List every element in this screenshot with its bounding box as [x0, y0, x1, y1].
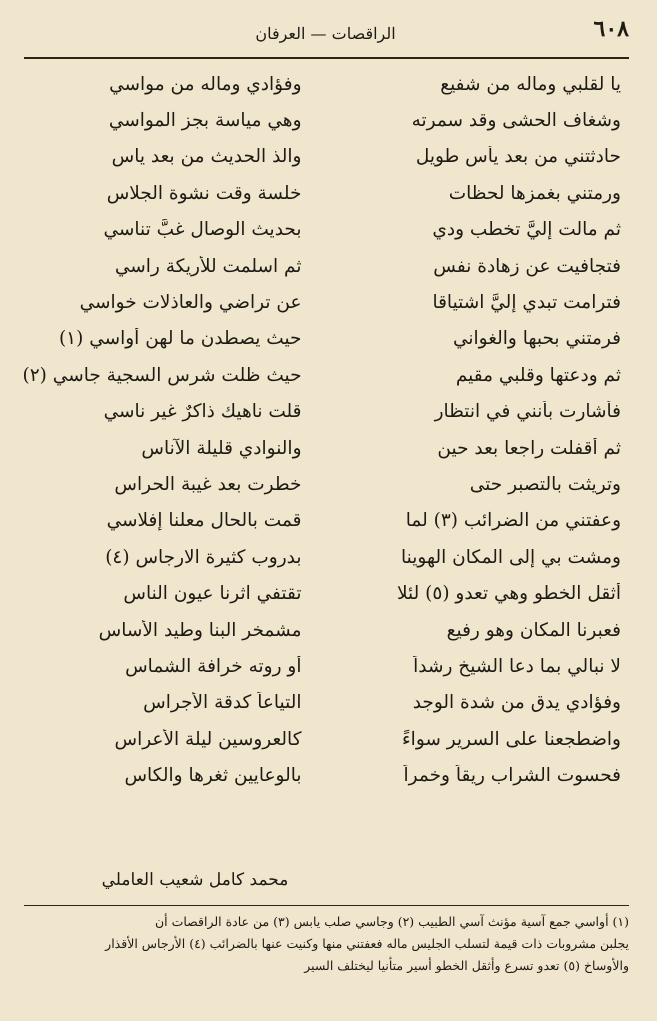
footnotes: [22, 911, 629, 977]
footnote-rule: [24, 905, 629, 906]
verse-line: [22, 66, 629, 102]
author-signature: محمد كامل شعيب العاملي: [101, 870, 289, 890]
second-hemistich: أو روته خرافة الشماس: [125, 655, 302, 677]
first-hemistich: حادثتني من بعد يأس طويل: [415, 146, 621, 168]
verse-line: [22, 430, 629, 466]
verse-line: [22, 357, 629, 393]
first-hemistich: ورمتني بغمزها لحظات: [448, 182, 621, 204]
first-hemistich: فتجافيت عن زهادة نفس: [433, 255, 621, 277]
second-hemistich: قمت بالحال معلنا إفلاسي: [106, 510, 302, 532]
second-hemistich: عن تراضي والعاذلات خواسي: [79, 292, 302, 314]
first-hemistich: وتريثت بالتصبر حتى: [469, 473, 621, 495]
second-hemistich: والنوادي قليلة الآناس: [141, 437, 302, 459]
second-hemistich: كالعروسين ليلة الأعراس: [114, 728, 302, 750]
first-hemistich: لا نبالي بما دعا الشيخ رشداً: [413, 655, 621, 677]
verse-line: [22, 648, 629, 684]
verse-line: [22, 503, 629, 539]
verse-line: [22, 284, 629, 320]
page-number: ٦٠٨: [593, 16, 629, 42]
page-header: [22, 10, 629, 52]
second-hemistich: تقتفي اثرنا عيون الناس: [123, 583, 302, 605]
first-hemistich: ومشت بي إلى المكان الهوينا: [401, 546, 621, 568]
header-rule: [24, 57, 629, 59]
verse-line: [22, 212, 629, 248]
poem: [22, 66, 629, 896]
verse-line: [22, 685, 629, 721]
first-hemistich: ثم ودعتها وقلبي مقيم: [455, 364, 621, 386]
second-hemistich: بحديث الوصال غبَّ تناسي: [103, 219, 302, 241]
verse-line: [22, 466, 629, 502]
second-hemistich: خلسة وقت نشوة الجلاس: [106, 182, 302, 204]
footnote-line: والأوساخ (٥) تعدو تسرع وأثقل الخطو أسير متأنيا ليختلف السير: [304, 958, 629, 973]
first-hemistich: وشغاف الحشى وقد سمرته: [411, 110, 621, 132]
verse-line: [22, 139, 629, 175]
verse-line: [22, 539, 629, 575]
first-hemistich: ثم أقفلت راجعا بعد حين: [437, 437, 621, 459]
first-hemistich: وفؤادي يدق من شدة الوجد: [412, 692, 621, 714]
second-hemistich: وهي مياسة بجز المواسي: [108, 110, 302, 132]
first-hemistich: واضطجعنا على السرير سواءً: [401, 728, 621, 750]
footnote-line: (١) أواسي جمع آسية مؤنث آسي الطبيب (٢) وجاسي صلب يابس (٣) من عادة الراقصات أن: [154, 914, 629, 929]
second-hemistich: مشمخر البنا وطيد الأساس: [98, 619, 302, 641]
verse-line: [22, 757, 629, 793]
first-hemistich: فحسوت الشراب ريقاً وخمراً: [403, 765, 621, 787]
first-hemistich: فترامت تبدي إليَّ اشتياقا: [432, 292, 621, 314]
second-hemistich: بدروب كثيرة الارجاس (٤): [105, 546, 302, 568]
first-hemistich: وعفتني من الضرائب (٣) لما: [405, 510, 621, 532]
second-hemistich: حيث يصطدن ما لهن أواسي (١): [58, 328, 302, 350]
first-hemistich: أثقل الخطو وهي تعدو (٥) لئلا: [397, 583, 621, 605]
second-hemistich: وفؤادي وماله من مواسي: [109, 73, 302, 95]
first-hemistich: ثم مالت إليَّ تخطب ودي: [432, 219, 621, 241]
second-hemistich: ثم اسلمت للأريكة راسي: [114, 255, 302, 277]
second-hemistich: بالوعايين ثغرها والكاس: [124, 765, 302, 787]
first-hemistich: فعبرنا المكان وهو رفيع: [446, 619, 621, 641]
verse-line: [22, 321, 629, 357]
first-hemistich: فرمتني بحبها والغواني: [452, 328, 621, 350]
verse-line: [22, 575, 629, 611]
verse-line: [22, 175, 629, 211]
second-hemistich: خطرت بعد غيبة الحراس: [114, 473, 302, 495]
verse-line: [22, 394, 629, 430]
second-hemistich: التياعاً كدقة الأجراس: [143, 692, 302, 714]
running-title: الراقصات — العرفان: [255, 24, 396, 43]
verse-line: [22, 721, 629, 757]
verse-line: [22, 248, 629, 284]
first-hemistich: فأشارت بأنني في انتظار: [434, 401, 621, 423]
verse-line: [22, 612, 629, 648]
verse-line: [22, 102, 629, 138]
second-hemistich: والذ الحديث من بعد ياس: [111, 146, 302, 168]
second-hemistich: حيث ظلت شرس السجية جاسي (٢): [22, 364, 302, 386]
second-hemistich: قلت ناهيك ذاكرٌ غير ناسي: [103, 401, 302, 423]
footnote-line: يجلبن مشروبات ذات قيمة لتسلب الجليس ماله فعفتني منها وكنيت عنها بالضرائب (٤) الأرجاس الأقذار: [105, 936, 629, 951]
first-hemistich: يا لقلبي وماله من شفيع: [440, 73, 621, 95]
